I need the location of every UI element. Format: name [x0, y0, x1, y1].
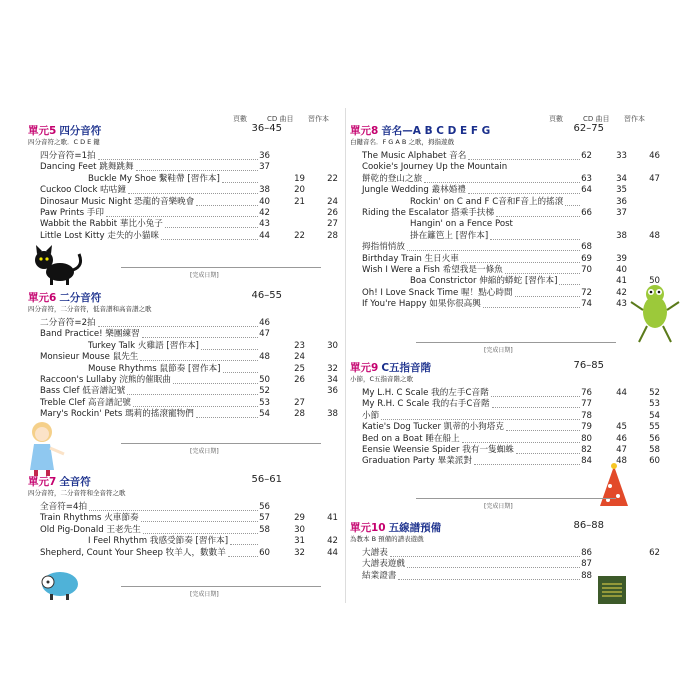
entry-cd-track: 28 — [294, 409, 305, 420]
dot-leader — [98, 326, 258, 327]
entry-workbook-page: 52 — [649, 388, 660, 398]
toc-entry — [28, 513, 340, 524]
unit-number: 單元10 — [350, 522, 386, 534]
entry-workbook-page: 50 — [649, 276, 660, 287]
entry-title: Little Lost Kitty 走失的小貓咪 — [40, 230, 159, 241]
entry-cd-track: 26 — [294, 374, 305, 385]
entry-cd-track: 45 — [616, 422, 627, 433]
entry-workbook-page: 34 — [327, 374, 338, 385]
entry-workbook-page: 22 — [327, 173, 338, 184]
toc-entry — [28, 341, 340, 352]
unit-title — [28, 123, 340, 137]
entry-cd-track: 34 — [616, 173, 627, 184]
toc-entry — [350, 231, 662, 242]
toc-entry — [350, 197, 662, 208]
completion-date-label: [完成日期] — [190, 272, 219, 279]
dot-leader — [98, 159, 258, 160]
entry-title: Bed on a Boat 睡在船上 — [362, 433, 460, 444]
entry-workbook-page: 56 — [649, 433, 660, 444]
dot-leader — [483, 307, 580, 308]
unit-title — [28, 474, 340, 488]
entry-cd-track: 32 — [294, 547, 305, 558]
entry-title: Hangin' on a Fence Post — [410, 219, 513, 230]
entry-page: 48 — [259, 352, 270, 363]
entry-cd-track: 38 — [616, 230, 627, 241]
unit-page-range: 62–75 — [573, 123, 604, 134]
completion-line — [416, 498, 616, 499]
entry-page: 63 — [581, 173, 592, 184]
dot-leader — [468, 193, 580, 194]
entry-list — [350, 548, 662, 582]
entry-page: 44 — [259, 230, 270, 241]
unit-title — [350, 360, 662, 374]
unit-page-range: 46–55 — [251, 290, 282, 301]
unit-subtitle: 白鍵音名．F G A B 之歌，拇指遊戲 — [350, 138, 454, 146]
dot-leader — [424, 182, 580, 183]
entry-title: The Music Alphabet 音名 — [362, 151, 467, 161]
entry-title: Boa Constrictor 伸縮的蟒蛇 [習作本] — [410, 276, 558, 287]
entry-workbook-page: 26 — [327, 207, 338, 218]
toc-entry — [28, 185, 340, 196]
entry-cd-track: 20 — [294, 185, 305, 196]
toc-entry — [350, 571, 662, 582]
entry-page: 42 — [259, 207, 270, 218]
entry-cd-track: 39 — [616, 253, 627, 264]
entry-cd-track: 22 — [294, 230, 305, 241]
entry-workbook-page: 60 — [649, 456, 660, 467]
entry-workbook-page: 30 — [327, 340, 338, 351]
unit-number: 單元5 — [28, 125, 57, 137]
entry-title: Treble Clef 高音譜記號 — [40, 397, 131, 408]
unit-subtitle: 小節，C五指音階之歌 — [350, 375, 414, 383]
completion-date-label: [完成日期] — [484, 503, 513, 510]
unit-number: 單元8 — [350, 125, 379, 137]
unit-block — [28, 474, 340, 559]
entry-workbook-page: 27 — [327, 219, 338, 230]
entry-list — [350, 151, 662, 310]
entry-cd-track: 41 — [616, 276, 627, 287]
entry-title: My L.H. C Scale 我的左手C音階 — [362, 388, 489, 398]
entry-cd-track: 23 — [294, 340, 305, 351]
toc-entry — [28, 548, 340, 559]
unit-page-range: 86–88 — [573, 520, 604, 531]
entry-page: 66 — [581, 207, 592, 218]
dot-leader — [565, 205, 580, 206]
entry-workbook-page: 48 — [649, 230, 660, 241]
entry-title: Katie's Dog Tucker 凱蒂的小狗塔克 — [362, 422, 504, 433]
entry-cd-track: 24 — [294, 352, 305, 363]
dot-leader — [165, 227, 258, 228]
dot-leader — [127, 394, 258, 395]
dot-leader — [230, 544, 258, 545]
entry-title: Bass Clef 低音譜記號 — [40, 386, 126, 397]
entry-page: 64 — [581, 185, 592, 196]
toc-entry — [28, 219, 340, 230]
girl-illustration — [24, 418, 72, 478]
entry-title: Turkey Talk 火雞語 [習作本] — [88, 340, 199, 351]
entry-page: 50 — [259, 374, 270, 385]
entry-page: 76 — [581, 388, 592, 398]
entry-page: 88 — [581, 570, 592, 581]
entry-workbook-page: 46 — [649, 151, 660, 161]
entry-title: Paw Prints 手印 — [40, 207, 104, 218]
entry-title: Buckle My Shoe 繫鞋帶 [習作本] — [88, 173, 220, 184]
toc-entry — [350, 299, 662, 310]
entry-title: Cookie's Journey Up the Mountain — [362, 162, 508, 173]
column-header-page: 頁數 — [549, 115, 563, 123]
entry-cd-track: 46 — [616, 433, 627, 444]
entry-page: 52 — [259, 386, 270, 397]
dot-leader — [398, 579, 580, 580]
dot-leader — [462, 442, 580, 443]
toc-entry — [28, 151, 340, 162]
toc-entry — [350, 242, 662, 253]
toc-entry — [350, 288, 662, 299]
dot-leader — [140, 360, 258, 361]
entry-title: I Feel Rhythm 我感受節奏 [習作本] — [88, 536, 229, 547]
entry-list — [28, 502, 340, 559]
toc-entry — [28, 398, 340, 409]
toc-entry — [350, 548, 662, 559]
entry-cd-track: 33 — [616, 151, 627, 161]
dot-leader — [128, 193, 258, 194]
entry-page: 79 — [581, 422, 592, 433]
completion-date-label: [完成日期] — [484, 347, 513, 354]
entry-workbook-page: 54 — [649, 410, 660, 421]
column-header-cd: CD 曲目 — [583, 115, 610, 123]
dot-leader — [161, 239, 258, 240]
black-cat-illustration — [24, 238, 86, 288]
toc-entry — [28, 174, 340, 185]
unit-subtitle: 四分音符，二分音符和全音符之歌 — [28, 489, 126, 497]
dot-leader — [468, 159, 580, 160]
entry-page: 72 — [581, 287, 592, 298]
entry-workbook-page: 42 — [327, 536, 338, 547]
unit-title — [350, 520, 662, 534]
entry-workbook-page: 58 — [649, 444, 660, 455]
entry-title: Old Pig-Donald 王老先生 — [40, 524, 141, 535]
toc-entry — [350, 411, 662, 422]
entry-title: Oh! I Love Snack Time 喔！點心時間 — [362, 287, 513, 298]
entry-cd-track: 36 — [616, 196, 627, 207]
unit-block — [350, 520, 662, 582]
dot-leader — [474, 464, 580, 465]
entry-page: 43 — [259, 219, 270, 230]
entry-workbook-page: 47 — [649, 173, 660, 184]
dot-leader — [496, 216, 580, 217]
toc-entry — [350, 422, 662, 433]
completion-line — [121, 267, 321, 268]
toc-entry — [350, 276, 662, 287]
dot-leader — [506, 430, 580, 431]
unit-block — [350, 123, 662, 310]
entry-page: 46 — [259, 318, 270, 328]
entry-title: Mouse Rhythms 鼠節奏 [習作本] — [88, 363, 221, 374]
entry-cd-track: 48 — [616, 456, 627, 467]
toc-entry — [28, 231, 340, 242]
unit-name: 二分音符 — [59, 292, 102, 304]
entry-title: Dancing Feet 跳舞跳舞 — [40, 162, 134, 173]
entry-page: 53 — [259, 397, 270, 408]
entry-page: 56 — [259, 502, 270, 512]
unit-number: 單元6 — [28, 292, 57, 304]
unit-number: 單元7 — [28, 476, 57, 488]
entry-cd-track: 25 — [294, 363, 305, 374]
dot-leader — [559, 284, 580, 285]
entry-page: 68 — [581, 242, 592, 253]
entry-title: Graduation Party 畢業派對 — [362, 456, 472, 467]
entry-title: 小節 — [362, 410, 380, 421]
unit-subtitle: 為教本 B 預備的譜表遊戲 — [350, 535, 424, 543]
toc-entry — [28, 352, 340, 363]
column-header-page: 頁數 — [233, 115, 247, 123]
entry-page: 58 — [259, 524, 270, 535]
entry-workbook-page: 38 — [327, 409, 338, 420]
dot-leader — [492, 407, 580, 408]
toc-entry — [350, 445, 662, 456]
entry-title: 掛在籬笆上 [習作本] — [410, 230, 489, 241]
entry-title: 餅乾的登山之旅 — [362, 173, 423, 184]
toc-entry — [28, 208, 340, 219]
entry-page: 69 — [581, 253, 592, 264]
entry-workbook-page: 62 — [649, 548, 660, 558]
unit-subtitle: 四分音符之歌．C D E 鍵 — [28, 138, 100, 146]
entry-page: 36 — [259, 151, 270, 161]
unit-block — [28, 290, 340, 421]
entry-workbook-page: 24 — [327, 196, 338, 207]
entry-workbook-page: 44 — [327, 547, 338, 558]
entry-list — [350, 388, 662, 468]
dot-leader — [390, 556, 580, 557]
entry-title: Riding the Escalator 搭乘手扶梯 — [362, 207, 495, 218]
toc-entry — [350, 174, 662, 185]
entry-page: 60 — [259, 547, 270, 558]
entry-title: Cuckoo Clock 咕咕鐘 — [40, 185, 126, 196]
entry-cd-track: 43 — [616, 299, 627, 310]
dot-leader — [106, 216, 258, 217]
toc-entry — [350, 456, 662, 467]
dot-leader — [407, 250, 580, 251]
entry-page: 74 — [581, 299, 592, 310]
entry-title: Raccoon's Lullaby 浣熊的催眠曲 — [40, 374, 171, 385]
dot-leader — [491, 396, 580, 397]
dot-leader — [136, 170, 258, 171]
dot-leader — [407, 567, 580, 568]
toc-entry — [28, 502, 340, 513]
party-hat-illustration — [598, 462, 630, 510]
toc-entry — [350, 219, 662, 230]
entry-page: 87 — [581, 559, 592, 570]
entry-title: Band Practice! 樂團練習 — [40, 329, 140, 340]
entry-workbook-page: 41 — [327, 513, 338, 524]
completion-line — [416, 342, 616, 343]
entry-title: Wish I Were a Fish 希望我是一條魚 — [362, 264, 503, 275]
dot-leader — [505, 273, 580, 274]
dot-leader — [133, 406, 258, 407]
dot-leader — [141, 521, 258, 522]
toc-entry — [28, 364, 340, 375]
unit-block — [28, 123, 340, 242]
dot-leader — [142, 337, 258, 338]
toc-entry — [28, 525, 340, 536]
entry-workbook-page: 32 — [327, 363, 338, 374]
toc-entry — [350, 208, 662, 219]
entry-page: 54 — [259, 409, 270, 420]
sheep-illustration — [38, 568, 82, 602]
entry-title: Wabbit the Rabbit 華比小兔子 — [40, 219, 163, 230]
entry-page: 57 — [259, 513, 270, 524]
unit-number: 單元9 — [350, 362, 379, 374]
column-header-workbook: 習作本 — [624, 115, 645, 123]
entry-cd-track: 42 — [616, 287, 627, 298]
toc-entry — [28, 197, 340, 208]
toc-entry — [350, 434, 662, 445]
entry-title: 結業證書 — [362, 570, 397, 581]
toc-entry — [350, 559, 662, 570]
unit-page-range: 36–45 — [251, 123, 282, 134]
unit-name: 四分音符 — [59, 125, 102, 137]
toc-entry — [350, 399, 662, 410]
entry-workbook-page: 55 — [649, 422, 660, 433]
unit-name: C五指音階 — [381, 362, 432, 374]
dot-leader — [223, 372, 258, 373]
entry-cd-track: 27 — [294, 397, 305, 408]
entry-cd-track: 19 — [294, 173, 305, 184]
entry-cd-track: 30 — [294, 524, 305, 535]
completion-date-label: [完成日期] — [190, 448, 219, 455]
entry-cd-track: 21 — [294, 196, 305, 207]
toc-entry — [28, 386, 340, 397]
dot-leader — [201, 349, 258, 350]
toc-entry — [28, 536, 340, 547]
dot-leader — [222, 182, 258, 183]
toc-entry — [350, 151, 662, 162]
entry-title: Jungle Wedding 叢林婚禮 — [362, 185, 466, 196]
entry-workbook-page: 36 — [327, 386, 338, 397]
unit-subtitle: 四分音符，二分音符，低音譜和高音譜之歌 — [28, 305, 152, 313]
entry-title: 四分音符=1拍 — [40, 151, 96, 161]
entry-list — [28, 318, 340, 421]
entry-page: 77 — [581, 399, 592, 410]
entry-title: Mary's Rockin' Pets 瑪莉的搖滾寵物們 — [40, 409, 194, 420]
entry-title: Train Rhythms 火車節奏 — [40, 513, 139, 524]
entry-cd-track: 35 — [616, 185, 627, 196]
dot-leader — [173, 383, 258, 384]
entry-page: 37 — [259, 162, 270, 173]
unit-page-range: 56–61 — [251, 474, 282, 485]
toc-entry — [28, 329, 340, 340]
page-gutter — [345, 108, 346, 603]
toc-entry — [350, 185, 662, 196]
toc-entry — [28, 318, 340, 329]
toc-entry — [350, 162, 662, 173]
entry-page: 40 — [259, 196, 270, 207]
entry-page: 47 — [259, 329, 270, 340]
dot-leader — [490, 239, 580, 240]
unit-page-range: 76–85 — [573, 360, 604, 371]
toc-entry — [28, 375, 340, 386]
entry-title: Shepherd, Count Your Sheep 牧羊人，數數羊 — [40, 547, 226, 558]
entry-title: Eensie Weensie Spider 我有一隻蜘蛛 — [362, 444, 514, 455]
entry-title: Dinosaur Music Night 恐龍的音樂晚會 — [40, 196, 195, 207]
toc-entry — [350, 265, 662, 276]
toc-entry — [350, 254, 662, 265]
entry-cd-track: 44 — [616, 388, 627, 398]
entry-page: 84 — [581, 456, 592, 467]
entry-page: 38 — [259, 185, 270, 196]
entry-title: 大譜表遊戲 — [362, 559, 405, 570]
entry-title: 大譜表 — [362, 548, 388, 558]
entry-cd-track: 47 — [616, 444, 627, 455]
dot-leader — [143, 533, 258, 534]
entry-cd-track: 31 — [294, 536, 305, 547]
unit-title — [350, 123, 662, 137]
toc-entry — [28, 162, 340, 173]
entry-page: 70 — [581, 264, 592, 275]
dot-leader — [461, 262, 580, 263]
entry-cd-track: 37 — [616, 207, 627, 218]
entry-title: Birthday Train 生日火車 — [362, 253, 459, 264]
completion-line — [121, 586, 321, 587]
entry-workbook-page: 28 — [327, 230, 338, 241]
entry-title: 二分音符=2拍 — [40, 318, 96, 328]
toc-entry — [350, 388, 662, 399]
entry-page: 80 — [581, 433, 592, 444]
entry-title: 拇指悄悄放 — [362, 242, 405, 253]
unit-name: 全音符 — [59, 476, 91, 488]
entry-title: 全音符=4拍 — [40, 502, 88, 512]
dot-leader — [381, 419, 580, 420]
entry-title: If You're Happy 如果你很高興 — [362, 299, 481, 310]
entry-cd-track: 29 — [294, 513, 305, 524]
entry-workbook-page: 53 — [649, 399, 660, 410]
column-header-cd: CD 曲目 — [267, 115, 294, 123]
completion-line — [121, 443, 321, 444]
unit-block — [350, 360, 662, 468]
entry-page: 62 — [581, 151, 592, 161]
entry-page: 78 — [581, 410, 592, 421]
entry-list — [28, 151, 340, 242]
entry-page: 86 — [581, 548, 592, 558]
unit-name: 音名—A B C D E F G — [381, 125, 491, 137]
entry-title: Rockin' on C and F C音和F音上的搖滾 — [410, 196, 564, 207]
completion-date-label: [完成日期] — [190, 591, 219, 598]
column-header-workbook: 習作本 — [308, 115, 329, 123]
unit-name: 五線譜預備 — [388, 522, 442, 534]
unit-title — [28, 290, 340, 304]
entry-page: 82 — [581, 444, 592, 455]
toc-entry — [28, 409, 340, 420]
dot-leader — [89, 510, 258, 511]
entry-title: My R.H. C Scale 我的右手C音階 — [362, 399, 490, 410]
entry-title: Monsieur Mouse 鼠先生 — [40, 352, 139, 363]
entry-cd-track: 40 — [616, 264, 627, 275]
